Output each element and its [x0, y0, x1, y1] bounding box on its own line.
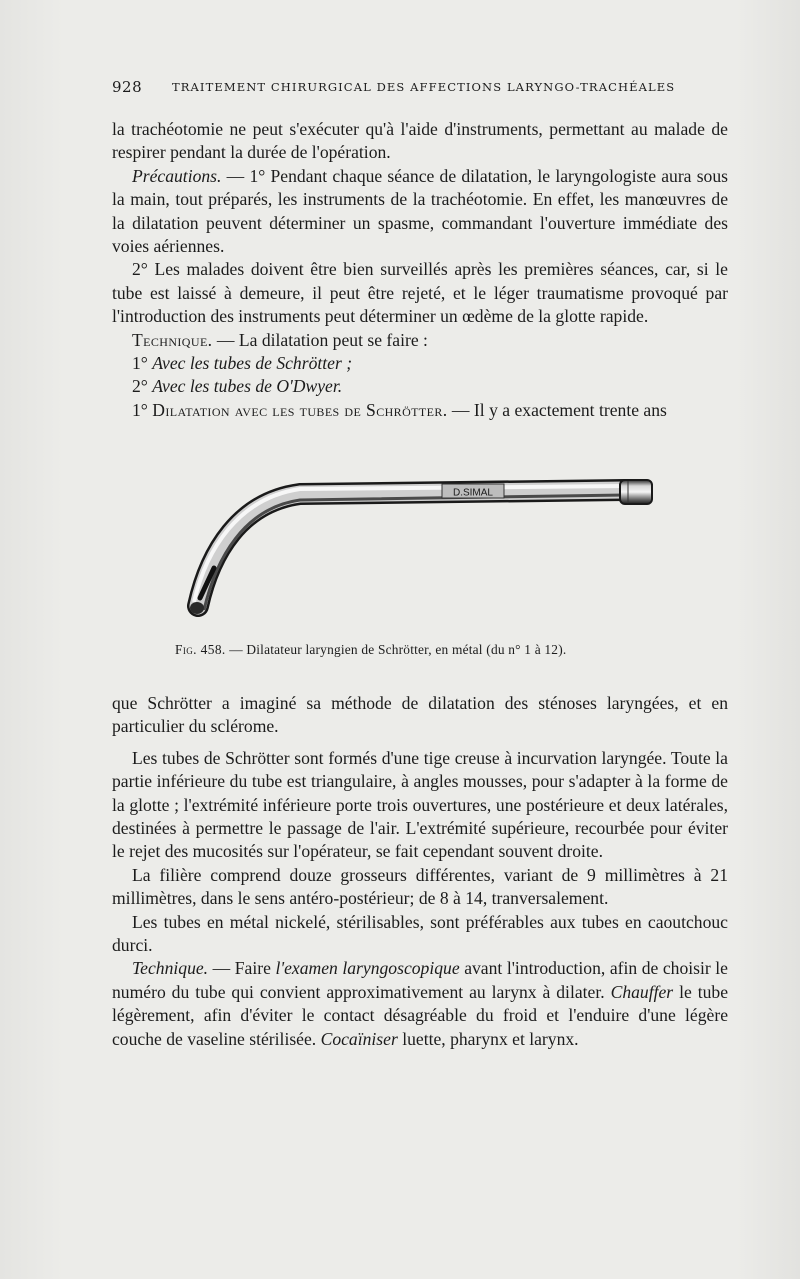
section-number: 1°	[132, 399, 153, 420]
paragraph-sizes: La filière comprend douze grosseurs différentes, variant de 9 millimètres à 21 millimètres, dans le sens antéro-postérieur; de 8 à 14, tranversalement.	[112, 864, 728, 909]
paragraph-precautions	[112, 165, 728, 259]
precautions-label: Précautions.	[132, 165, 222, 186]
tube-tip	[190, 602, 204, 614]
tube-stamp: D.SIMAL	[452, 487, 494, 499]
technique-text-a: — Faire	[208, 958, 276, 979]
list-item-schrotter	[112, 352, 728, 375]
text-block-top	[112, 118, 728, 422]
technique-text: — La dilatation peut se faire :	[212, 329, 428, 350]
technique-label: Technique.	[132, 329, 213, 350]
section-text: — Il y a exactement trente ans	[447, 399, 667, 420]
paragraph-technique	[112, 329, 728, 352]
paragraph-tube-description: Les tubes de Schrötter sont formés d'une tige creuse à incurvation laryngée. Toute la partie inférieure du tube est triangulaire, à angles mousses, pour s'adapter à la forme de la glotte ; l'extrémité inférieure porte trois ouvertures, une postérieure et deux latérales, destinées à permettre le passage de l'air. L'extrémité supérieure, recourbée pour éviter le rejet des mucosités sur l'opérateur, se fait cependant souvent droite.	[112, 747, 728, 862]
figure-dilator-illustration	[180, 472, 660, 622]
tube-body	[198, 487, 625, 606]
paragraph-surveillance: 2° Les malades doivent être bien surveillés après les premières séances, car, si le tube est laissé à demeure, il peut être rejeté, et le léger traumatisme provoqué par l'introduction des instruments peut déterminer un œdème de la glotte rapide.	[112, 259, 728, 327]
section-heading-paragraph	[112, 399, 728, 422]
paragraph-materials: Les tubes en métal nickelé, stérilisables, sont préférables aux tubes en caoutchouc durci.	[112, 911, 728, 956]
list-item-number: 1°	[132, 353, 153, 374]
paragraph-technique-steps	[112, 957, 728, 1051]
page-number: 928	[112, 78, 143, 96]
caption-text: — Dilatateur laryngien de Schrötter, en métal (du n° 1 à 12).	[225, 642, 567, 657]
technique-text-c: le tube légèrement, afin d'éviter le contact désagréable du froid et l'enduire d'une légère couche de vaseline stérilisée.	[112, 981, 728, 1049]
technique-text-b: avant l'introduction, afin de choisir le numéro du tube qui convient approximativement au larynx à dilater.	[112, 958, 728, 1002]
list-item-text: Avec les tubes de O'Dwyer.	[152, 376, 343, 397]
page-header	[112, 78, 722, 100]
technique-emphasis-cocaine: Cocaïniser	[320, 1028, 398, 1049]
technique-emphasis-heat: Chauffer	[610, 981, 674, 1002]
list-item-number: 2°	[132, 376, 153, 397]
running-title: TRAITEMENT CHIRURGICAL DES AFFECTIONS LARYNGO-TRACHÉALES	[172, 80, 676, 94]
technique-emphasis-exam: l'examen laryngoscopique	[275, 958, 460, 979]
caption-label: Fig. 458.	[175, 642, 226, 657]
list-item-odwyer	[112, 375, 728, 398]
technique-text-d: luette, pharynx et larynx.	[397, 1028, 579, 1049]
figure-caption	[175, 642, 695, 658]
text-block-bottom	[112, 692, 728, 1051]
precautions-text: — 1° Pendant chaque séance de dilatation, le laryngologiste aura sous la main, tout préparés, les instruments de la trachéotomie. En effet, les manœuvres de la dilatation peuvent déterminer un spasme, commandant l'ouverture immédiate des voies aériennes.	[112, 165, 728, 257]
paragraph-intro: la trachéotomie ne peut s'exécuter qu'à l'aide d'instruments, permettant au malade de respirer pendant la durée de l'opération.	[112, 119, 728, 163]
paragraph-schrotter-method: que Schrötter a imaginé sa méthode de dilatation des sténoses laryngées, et en particulier du sclérome.	[112, 693, 728, 737]
section-heading: Dilatation avec les tubes de Schrötter.	[152, 399, 448, 420]
dilator-tube-drawing	[180, 472, 660, 622]
tube-shadow	[204, 495, 625, 610]
technique-steps-label: Technique.	[132, 958, 209, 979]
tube-end-cap	[620, 480, 652, 504]
list-item-text: Avec les tubes de Schrötter ;	[152, 353, 353, 374]
